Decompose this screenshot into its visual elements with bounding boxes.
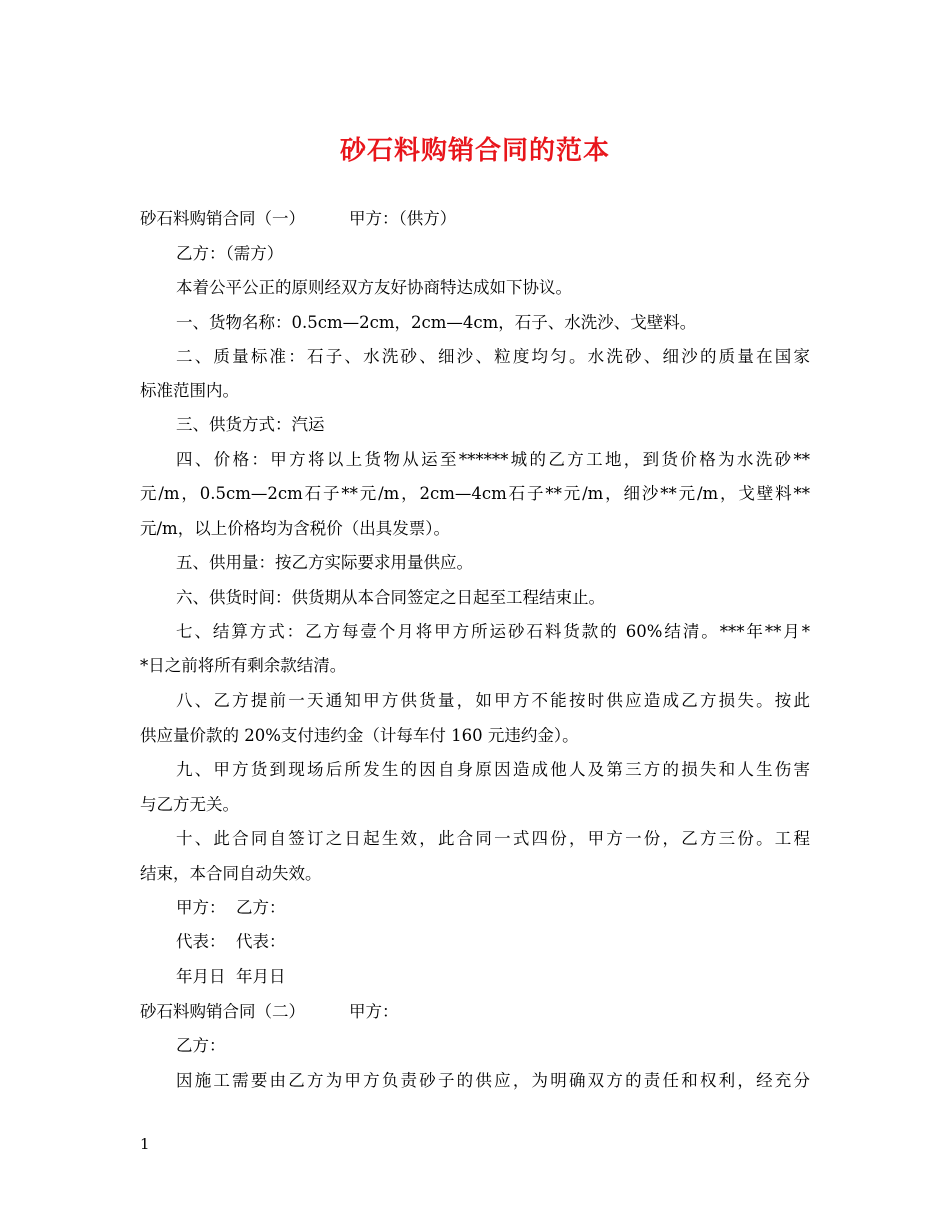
contract-two-preamble: 因施工需要由乙方为甲方负责砂子的供应，为明确双方的责任和权利，经充分 [176, 1071, 810, 1090]
clause-4-line-3: 元/m，以上价格均为含税价（出具发票）。 [140, 519, 450, 538]
clause-7-line-2: *日之前将所有剩余款结清。 [140, 656, 347, 675]
party-a-label: 甲方： [349, 1002, 399, 1021]
clause-8-line-2: 供应量价款的 20%支付违约金（计每车付 160 元违约金）。 [140, 726, 579, 745]
clause-10-line-1: 十、此合同自签订之日起生效，此合同一式四份，甲方一份，乙方三份。工程 [176, 829, 810, 848]
clause-10-line-2: 结束，本合同自动失效。 [140, 864, 322, 883]
signature-dates: 年月日 年月日 [176, 967, 286, 986]
clause-2-line-2: 标准范围内。 [140, 381, 239, 400]
clause-9-line-2: 与乙方无关。 [140, 795, 239, 814]
clause-4-line-2: 元/m，0.5cm—2cm石子**元/m，2cm—4cm石子**元/m，细沙**元/m，戈壁料** [140, 484, 810, 503]
contract-two-title: 砂石料购销合同（二） [140, 1002, 305, 1021]
clause-5: 五、供用量：按乙方实际要求用量供应。 [176, 553, 473, 572]
clause-7-line-1: 七、结算方式：乙方每壹个月将甲方所运砂石料货款的 60%结清。***年**月* [176, 622, 810, 641]
contract-one-title: 砂石料购销合同（一） [140, 209, 305, 228]
clause-4-line-1: 四、价格：甲方将以上货物从运至******城的乙方工地，到货价格为水洗砂** [176, 450, 810, 469]
clause-6: 六、供货时间：供货期从本合同签定之日起至工程结束止。 [176, 588, 605, 607]
party-b-line: 乙方：（需方） [176, 244, 284, 263]
clause-8-line-1: 八、乙方提前一天通知甲方供货量，如甲方不能按时供应造成乙方损失。按此 [176, 691, 810, 710]
signature-parties: 甲方： 乙方： [176, 898, 286, 917]
contract-one-heading [140, 208, 456, 230]
clause-9-line-1: 九、甲方货到现场后所发生的因自身原因造成他人及第三方的损失和人生伤害 [176, 760, 810, 779]
clause-3: 三、供货方式：汽运 [176, 415, 325, 434]
contract-two-heading [140, 1001, 399, 1023]
party-a-supplier: 甲方：（供方） [349, 209, 457, 228]
document-title: 砂石料购销合同的范本 [339, 136, 610, 166]
clause-1: 一、货物名称：0.5cm—2cm，2cm—4cm，石子、水洗沙、戈壁料。 [176, 313, 697, 332]
preamble: 本着公平公正的原则经双方友好协商特达成如下协议。 [176, 278, 572, 297]
signature-representatives: 代表： 代表： [176, 932, 286, 951]
page-number: 1 [140, 1135, 150, 1153]
party-b-label: 乙方： [176, 1036, 226, 1055]
clause-2-line-1: 二、质量标准：石子、水洗砂、细沙、粒度均匀。水洗砂、细沙的质量在国家 [176, 347, 810, 366]
